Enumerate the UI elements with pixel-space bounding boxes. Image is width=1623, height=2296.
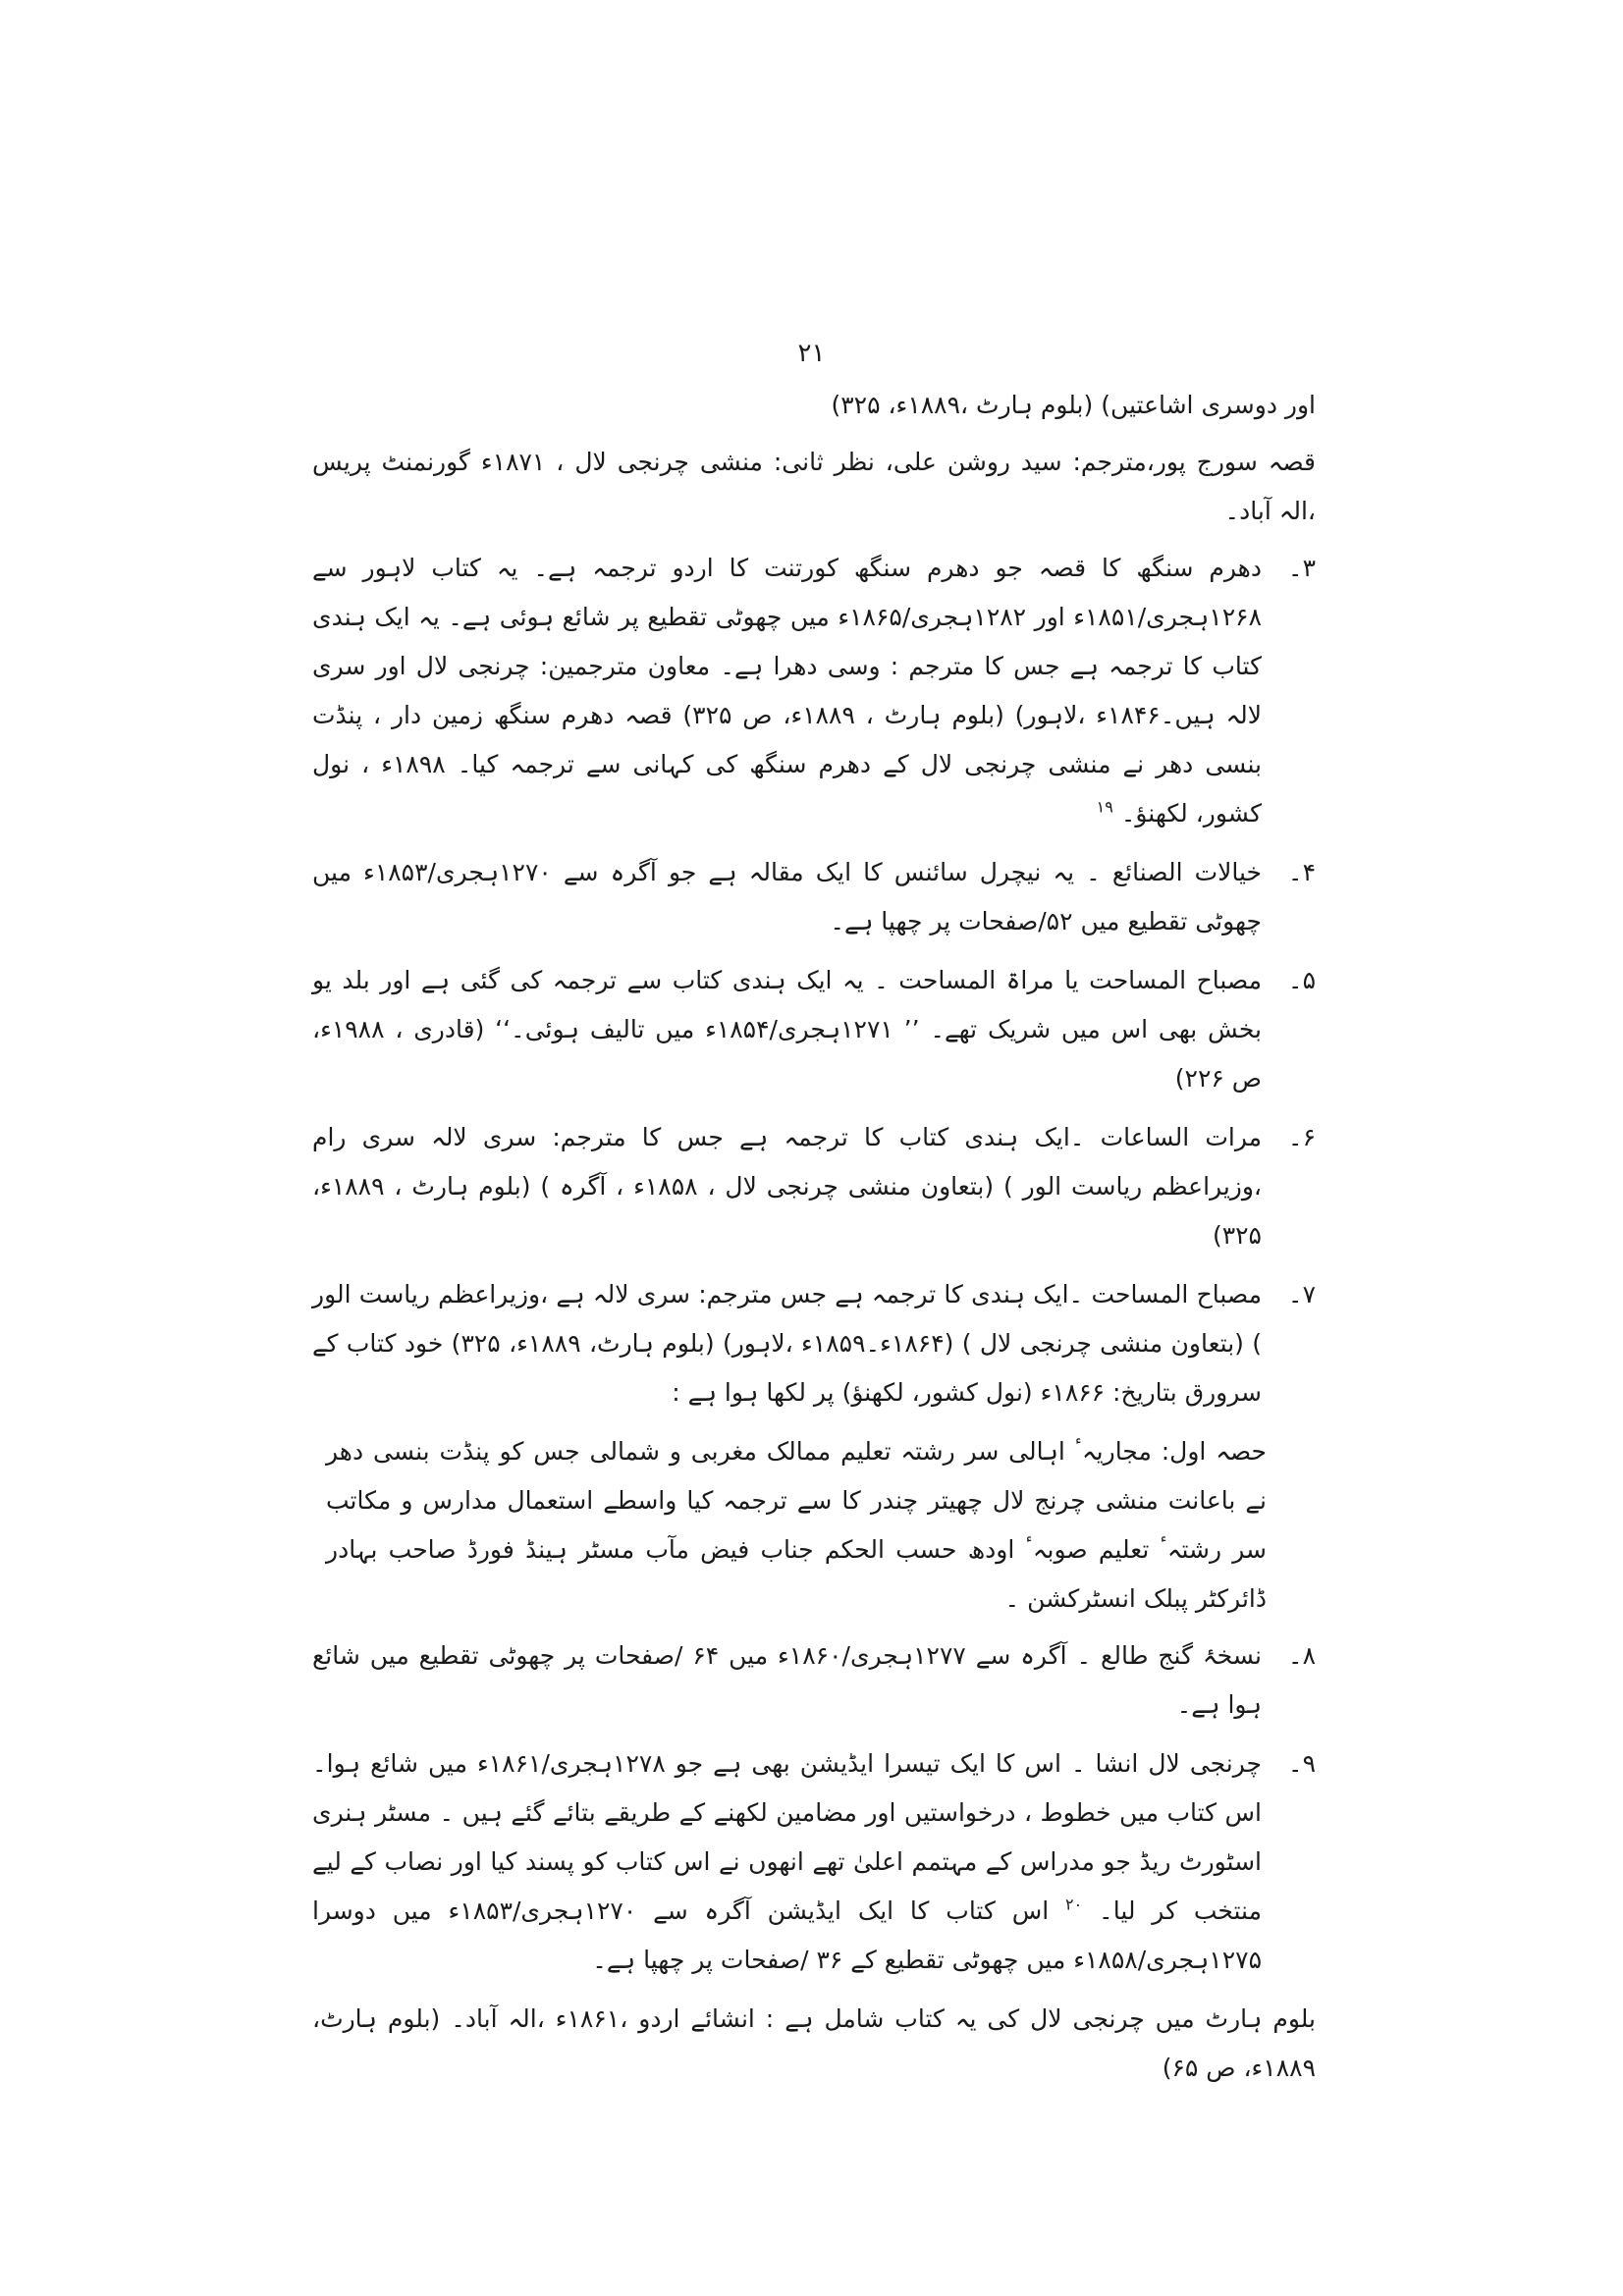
item-text: نسخۂ گنج طالع ۔ آگرہ سے ۱۲۷۷ہجری/۱۸۶۰ء میں ۶۴ /صفحات پر چھوٹی تقطیع میں شائع ہوا ہے۔ xyxy=(312,1641,1262,1719)
list-item-8 xyxy=(312,1631,1316,1730)
item-text-continued: اس کتاب کا ایک ایڈیشن آگرہ سے ۱۲۷۰ہجری/۱۸۵۳ء میں دوسرا ۱۲۷۵ہجری/۱۸۵۸ء میں چھوٹی تقطیع کے ۳۶ /صفحات پر چھپا ہے۔ xyxy=(312,1896,1262,1974)
list-item-9 xyxy=(312,1739,1316,1985)
item-text: مصباح المساحت ۔ایک ہندی کا ترجمہ ہے جس مترجم: سری لالہ ہے ،وزیراعظم ریاست الور ) (بتعاون منشی چرنجی لال ) (۱۸۶۴ء۔۱۸۵۹ء ،لاہور) (بلوم ہارٹ، ۱۸۸۹ء، ۳۲۵) خود کتاب کے سرورق بتاریخ: ۱۸۶۶ء (نول کشور، لکھنؤ) پر لکھا ہوا ہے : xyxy=(312,1280,1262,1407)
item-text: مصباح المساحت یا مراۃ المساحت ۔ یہ ایک ہندی کتاب سے ترجمہ کی گئی ہے اور بلد یو بخش بھی اس میں شریک تھے۔ ’’ ۱۲۷۱ہجری/۱۸۵۴ء میں تالیف ہوئی۔‘‘ (قادری ، ۱۹۸۸ء، ص ۲۲۶) xyxy=(312,966,1262,1093)
item-number: ۵۔ xyxy=(1287,966,1316,994)
document-body xyxy=(312,381,1316,2101)
intro-line-1: اور دوسری اشاعتیں) (بلوم ہارٹ ،۱۸۸۹ء، ۳۲۵) xyxy=(831,391,1316,419)
item-number: ۹۔ xyxy=(1287,1749,1316,1778)
item-number: ۸۔ xyxy=(1287,1641,1316,1670)
page-number: ۲۱ xyxy=(797,339,826,368)
item-number: ۶۔ xyxy=(1287,1123,1316,1151)
list-item-3 xyxy=(312,544,1316,838)
footnote-marker: ۲۰ xyxy=(1065,1895,1083,1914)
list-item-4 xyxy=(312,848,1316,946)
block-quote: حصہ اول: مجاریہٴ اہالی سر رشتہ تعلیم ممالک مغربی و شمالی جس کو پنڈت بنسی دھر نے باعانت منشی چرنج لال چھیتر چندر کا سے ترجمہ کیا واسطے استعمال مدارس و مکاتب سر رشتہٴ تعلیم صوبہٴ اودھ حسب الحکم جناب فیض مآب مسٹر ہینڈ فورڈ صاحب بہادر ڈائرکٹر پبلک انسٹرکشن ۔ xyxy=(326,1437,1267,1613)
intro-line-2: قصہ سورج پور،مترجم: سید روشن علی، نظر ثانی: منشی چرنجی لال ، ۱۸۷۱ء گورنمنٹ پریس ،الہ آباد۔ xyxy=(312,448,1317,525)
item-number: ۷۔ xyxy=(1287,1280,1316,1308)
list-item-5 xyxy=(312,956,1316,1103)
item-text: دھرم سنگھ کا قصہ جو دھرم سنگھ کورتنت کا اردو ترجمہ ہے۔ یہ کتاب لاہور سے ۱۲۶۸ہجری/۱۸۵۱ء اور ۱۲۸۲ہجری/۱۸۶۵ء میں چھوٹی تقطیع پر شائع ہوئی ہے۔ یہ ایک ہندی کتاب کا ترجمہ ہے جس کا مترجم : وسی دھرا ہے۔ معاون مترجمین: چرنجی لال اور سری لالہ ہیں۔۱۸۴۶ء ،لاہور) (بلوم ہارٹ ، ۱۸۸۹ء، ص ۳۲۵) قصہ دھرم سنگھ زمین دار ، پنڈت بنسی دھر نے منشی چرنجی لال کے دھرم سنگھ کی کہانی سے ترجمہ کیا۔ ۱۸۹۸ء ، نول کشور، لکھنؤ۔ xyxy=(312,554,1262,828)
footnote-marker: ۱۹ xyxy=(1096,797,1113,817)
item-number: ۳۔ xyxy=(1287,554,1316,582)
item-number: ۴۔ xyxy=(1287,858,1316,886)
item-text: چرنجی لال انشا ۔ اس کا ایک تیسرا ایڈیشن بھی ہے جو ۱۲۷۸ہجری/۱۸۶۱ء میں شائع ہوا۔ اس کتاب میں خطوط ، درخواستیں اور مضامین لکھنے کے طریقے بتائے گئے ہیں ۔ مسٹر ہنری اسٹورٹ ریڈ جو مدراس کے مہتمم اعلیٰ تھے انھوں نے اس کتاب کو پسند کیا اور نصاب کے لیے منتخب کر لیا۔ xyxy=(312,1749,1262,1925)
item-text: خیالات الصنائع ۔ یہ نیچرل سائنس کا ایک مقالہ ہے جو آگرہ سے ۱۲۷۰ہجری/۱۸۵۳ء میں چھوٹی تقطیع میں ۵۲/صفحات پر چھپا ہے۔ xyxy=(312,858,1263,935)
item-text: مرات الساعات ۔ایک ہندی کتاب کا ترجمہ ہے جس کا مترجم: سری لالہ سری رام ،وزیراعظم ریاست الور ) (بتعاون منشی چرنجی لال ، ۱۸۵۸ء ، آگرہ ) (بلوم ہارٹ ، ۱۸۸۹ء، ۳۲۵) xyxy=(312,1123,1262,1250)
list-item-6 xyxy=(312,1113,1316,1260)
list-item-7 xyxy=(312,1270,1316,1417)
closing-paragraph: بلوم ہارٹ میں چرنجی لال کی یہ کتاب شامل ہے : انشائے اردو ،۱۸۶۱ء ،الہ آباد۔ (بلوم ہارٹ، ۱۸۸۹ء، ص ۶۵) xyxy=(312,2004,1317,2082)
